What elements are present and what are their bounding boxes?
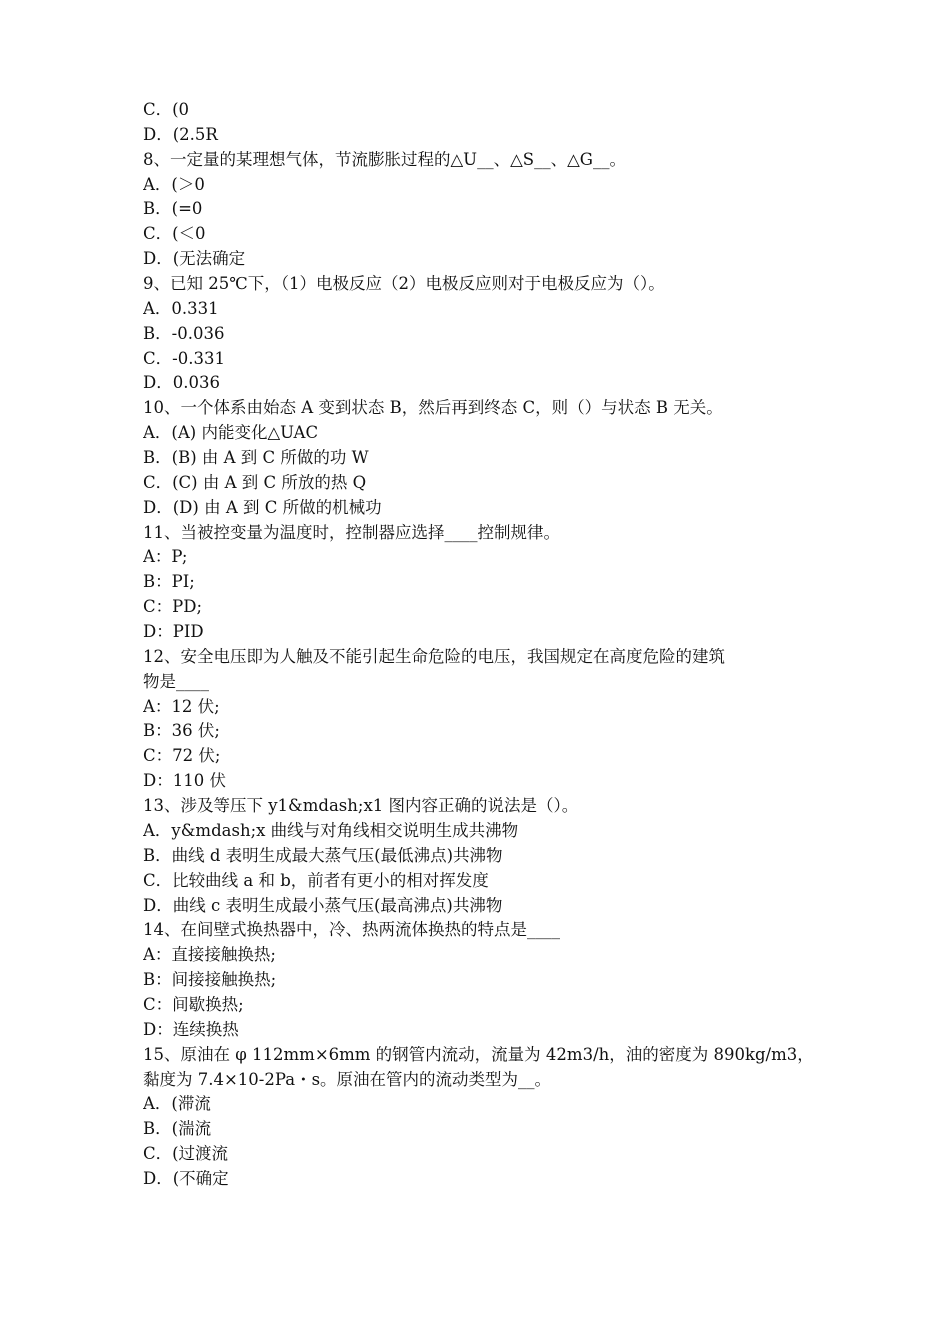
- option-line: A．(＞0: [143, 174, 205, 194]
- option-line: C．比较曲线 a 和 b，前者有更小的相对挥发度: [143, 870, 489, 890]
- question-10: 10、一个体系由始态 A 变到状态 B，然后再到终态 C，则（）与状态 B 无关。: [143, 398, 723, 418]
- option-line: B：间接接触换热;: [143, 970, 277, 990]
- question-11: 11、当被控变量为温度时，控制器应选择____控制规律。: [143, 522, 560, 542]
- option-line: D．(不确定: [143, 1168, 229, 1188]
- option-line: D．(无法确定: [143, 249, 246, 269]
- option-line: B．(湍流: [143, 1119, 212, 1139]
- option-line: C．(＜0: [143, 224, 206, 244]
- question-14: 14、在间壁式换热器中，冷、热两流体换热的特点是____: [143, 920, 560, 940]
- option-line: D：PID: [143, 622, 204, 642]
- text-line: D．(2.5R: [143, 124, 218, 144]
- question-15: 15、原油在 φ 112mm×6mm 的钢管内流动，流量为 42m3/h，油的密度为 890kg/m3，: [143, 1044, 814, 1064]
- question-8: 8、一定量的某理想气体，节流膨胀过程的△U__、△S__、△G__。: [143, 149, 626, 169]
- option-line: C．-0.331: [143, 348, 225, 368]
- text-line: C．(0: [143, 100, 190, 119]
- option-line: C：PD;: [143, 597, 203, 617]
- option-line: D．曲线 c 表明生成最小蒸气压(最高沸点)共沸物: [143, 895, 503, 915]
- question-12: 12、安全电压即为人触及不能引起生命危险的电压，我国规定在高度危险的建筑: [143, 646, 725, 666]
- option-line: A．y&mdash;x 曲线与对角线相交说明生成共沸物: [143, 820, 519, 840]
- question-15-continued: 黏度为 7.4×10-2Pa・s。原油在管内的流动类型为__。: [143, 1069, 552, 1089]
- option-line: C．(C) 由 A 到 C 所放的热 Q: [143, 472, 367, 492]
- option-line: D：110 伏: [143, 771, 226, 791]
- option-line: D：连续换热: [143, 1019, 239, 1039]
- option-line: C：间歇换热;: [143, 994, 244, 1014]
- question-13: 13、涉及等压下 y1&mdash;x1 图内容正确的说法是（）。: [143, 796, 579, 816]
- question-9: 9、已知 25℃下，（1）电极反应（2）电极反应则对于电极反应为（）。: [143, 274, 665, 294]
- option-line: D．0.036: [143, 373, 220, 393]
- option-line: B．-0.036: [143, 323, 225, 343]
- option-line: B：36 伏;: [143, 721, 220, 741]
- option-line: C．(过渡流: [143, 1144, 229, 1164]
- option-line: A：P;: [143, 547, 188, 567]
- option-line: A：直接接触换热;: [143, 945, 276, 965]
- option-line: A．(A) 内能变化△UAC: [143, 423, 319, 443]
- option-line: D．(D) 由 A 到 C 所做的机械功: [143, 497, 382, 517]
- option-line: C：72 伏;: [143, 746, 221, 766]
- question-12-continued: 物是____: [143, 671, 209, 691]
- question-text-body: [143, 98, 823, 1192]
- option-line: B：PI;: [143, 572, 195, 592]
- option-line: B．曲线 d 表明生成最大蒸气压(最低沸点)共沸物: [143, 845, 503, 865]
- option-line: A．0.331: [143, 298, 219, 318]
- option-line: A．(滞流: [143, 1094, 211, 1114]
- option-line: B．(=0: [143, 199, 203, 219]
- option-line: A：12 伏;: [143, 696, 220, 716]
- option-line: B．(B) 由 A 到 C 所做的功 W: [143, 448, 369, 468]
